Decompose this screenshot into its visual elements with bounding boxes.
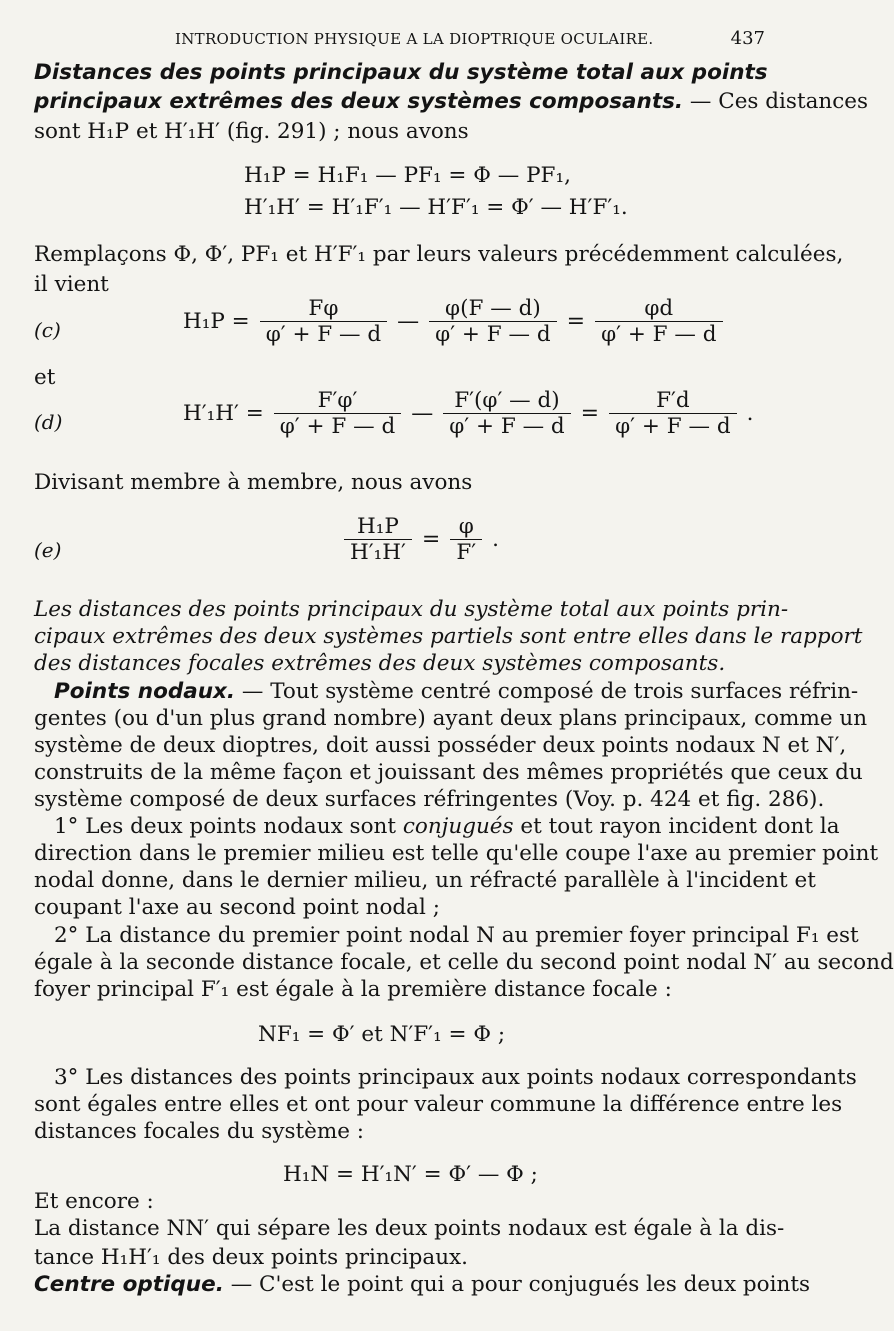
fraction-denominator: φ′ + F — d bbox=[449, 414, 565, 439]
fraction bbox=[260, 296, 387, 347]
body-text: — C'est le point qui a pour conjugués les deux points bbox=[223, 1272, 811, 1297]
fraction-numerator: F′d bbox=[609, 388, 736, 414]
body-line: et bbox=[34, 365, 56, 390]
section-heading-line bbox=[34, 1272, 811, 1298]
fraction-numerator: F′(φ′ — d) bbox=[443, 388, 570, 414]
equation-label: (d) bbox=[34, 410, 63, 434]
body-line: système de deux dioptres, doit aussi posséder deux points nodaux N et N′, bbox=[34, 733, 847, 758]
body-line: Et encore : bbox=[34, 1189, 154, 1214]
section-heading-text: Points nodaux. bbox=[54, 679, 236, 704]
equation-d bbox=[183, 388, 753, 439]
equation-c bbox=[183, 296, 727, 347]
equals-sign: = bbox=[421, 527, 441, 552]
body-line: La distance NN′ qui sépare les deux points nodaux est égale à la dis- bbox=[34, 1216, 785, 1241]
fraction-denominator: φ′ + F — d bbox=[601, 322, 717, 347]
section-heading-line: Distances des points principaux du système total aux points bbox=[34, 60, 768, 85]
list-item-line bbox=[34, 814, 840, 840]
section-heading-text: principaux extrêmes des deux systèmes composants. bbox=[34, 89, 684, 114]
body-text: — Ces distances bbox=[683, 89, 869, 114]
theorem-line: Les distances des points principaux du système total aux points prin- bbox=[34, 597, 789, 622]
fraction bbox=[344, 514, 412, 565]
body-text: — Tout système centré composé de trois surfaces réfrin- bbox=[235, 679, 859, 704]
body-text: 1° Les deux points nodaux sont bbox=[54, 814, 403, 839]
equals-sign: = bbox=[580, 401, 600, 426]
body-line: Remplaçons Φ, Φ′, PF₁ et H′F′₁ par leurs valeurs précédemment calculées, bbox=[34, 242, 844, 267]
period: . bbox=[492, 527, 499, 552]
body-line: Divisant membre à membre, nous avons bbox=[34, 470, 473, 495]
fraction-numerator: F′φ′ bbox=[274, 388, 401, 414]
fraction-denominator: H′₁H′ bbox=[350, 540, 406, 565]
equation-label: (e) bbox=[34, 538, 62, 562]
fraction-denominator: φ′ + F — d bbox=[279, 414, 396, 439]
body-line: foyer principal F′₁ est égale à la première distance focale : bbox=[34, 977, 672, 1002]
minus-sign: — bbox=[397, 309, 420, 334]
body-line: système composé de deux surfaces réfringentes (Voy. p. 424 et fig. 286). bbox=[34, 787, 825, 812]
fraction-denominator: φ′ + F — d bbox=[265, 322, 382, 347]
page-header bbox=[175, 30, 765, 50]
fraction bbox=[595, 296, 722, 347]
theorem-line: des distances focales extrêmes des deux systèmes composants. bbox=[34, 651, 726, 676]
body-line: égale à la seconde distance focale, et celle du second point nodal N′ au second bbox=[34, 950, 894, 975]
fraction-numerator: φd bbox=[595, 296, 722, 322]
body-line: sont H₁P et H′₁H′ (fig. 291) ; nous avons bbox=[34, 119, 469, 144]
fraction-numerator: H₁P bbox=[344, 514, 412, 540]
fraction-numerator: Fφ bbox=[260, 296, 387, 322]
fraction bbox=[450, 514, 482, 565]
body-line: direction dans le premier milieu est telle qu'elle coupe l'axe au premier point bbox=[34, 841, 879, 866]
fraction-denominator: φ′ + F — d bbox=[435, 322, 551, 347]
body-line: sont égales entre elles et ont pour valeur commune la différence entre les bbox=[34, 1092, 843, 1117]
theorem-line: cipaux extrêmes des deux systèmes partiels sont entre elles dans le rapport bbox=[34, 624, 863, 649]
equation-line: NF₁ = Φ′ et N′F′₁ = Φ ; bbox=[258, 1022, 506, 1047]
equation-line: H′₁H′ = H′₁F′₁ — H′F′₁ = Φ′ — H′F′₁. bbox=[244, 195, 628, 220]
equation-label: (c) bbox=[34, 318, 61, 342]
page-number: 437 bbox=[730, 28, 765, 49]
section-heading-line bbox=[34, 679, 859, 705]
fraction bbox=[443, 388, 570, 439]
body-line: construits de la même façon et jouissant des mêmes propriétés que ceux du bbox=[34, 760, 863, 785]
body-line: coupant l'axe au second point nodal ; bbox=[34, 895, 440, 920]
running-title: INTRODUCTION PHYSIQUE A LA DIOPTRIQUE OCULAIRE. bbox=[175, 30, 654, 48]
equation-line: H₁N = H′₁N′ = Φ′ — Φ ; bbox=[283, 1162, 538, 1187]
emphasis-text: conjugués bbox=[402, 814, 514, 839]
equation-e bbox=[340, 514, 499, 565]
fraction bbox=[274, 388, 401, 439]
equals-sign: = bbox=[566, 309, 586, 334]
body-line: nodal donne, dans le dernier milieu, un réfracté parallèle à l'incident et bbox=[34, 868, 816, 893]
fraction bbox=[429, 296, 556, 347]
equation-line: H₁P = H₁F₁ — PF₁ = Φ — PF₁, bbox=[244, 163, 571, 188]
fraction-numerator: φ(F — d) bbox=[429, 296, 556, 322]
list-item-line: 3° Les distances des points principaux aux points nodaux correspondants bbox=[54, 1065, 857, 1090]
body-line: distances focales du système : bbox=[34, 1119, 365, 1144]
fraction-denominator: φ′ + F — d bbox=[615, 414, 731, 439]
equation-lhs: H′₁H′ = bbox=[183, 401, 264, 426]
body-line: tance H₁H′₁ des deux points principaux. bbox=[34, 1245, 469, 1270]
minus-sign: — bbox=[411, 401, 434, 426]
body-line: il vient bbox=[34, 272, 109, 297]
body-text: et tout rayon incident dont la bbox=[513, 814, 840, 839]
list-item-line: 2° La distance du premier point nodal N au premier foyer principal F₁ est bbox=[54, 923, 859, 948]
section-heading-line bbox=[34, 89, 869, 115]
equation-lhs: H₁P = bbox=[183, 309, 250, 334]
fraction bbox=[609, 388, 736, 439]
body-line: gentes (ou d'un plus grand nombre) ayant deux plans principaux, comme un bbox=[34, 706, 868, 731]
fraction-numerator: φ bbox=[450, 514, 482, 540]
period: . bbox=[746, 401, 754, 426]
section-heading-text: Centre optique. bbox=[34, 1272, 224, 1297]
fraction-denominator: F′ bbox=[456, 540, 477, 565]
